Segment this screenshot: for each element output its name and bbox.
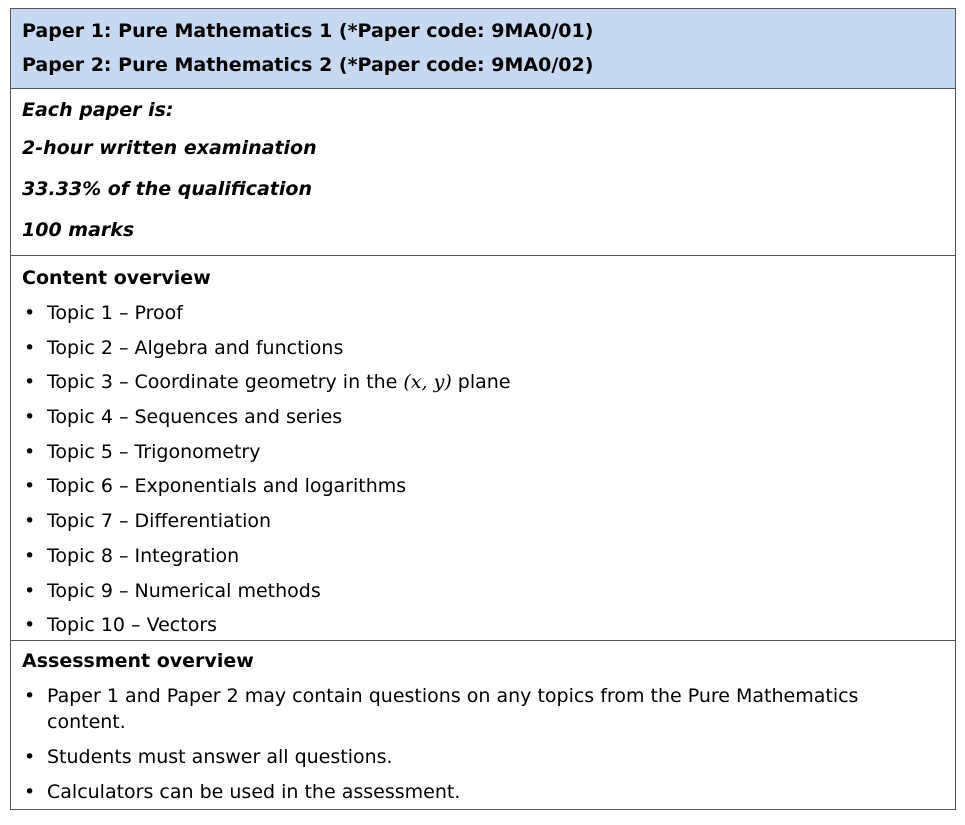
list-item — [22, 779, 955, 805]
paper-specification-box — [10, 8, 956, 810]
list-item — [22, 404, 955, 430]
list-item — [22, 369, 955, 395]
bullet-icon: • — [24, 746, 36, 769]
topic-list — [22, 300, 955, 638]
topic-label-suffix: plane — [451, 371, 511, 394]
list-item — [22, 543, 955, 569]
bullet-icon: • — [24, 440, 36, 463]
list-item — [22, 439, 955, 465]
list-item — [22, 578, 955, 604]
exam-info-section — [11, 88, 955, 255]
topic-label: Topic 1 – Proof — [47, 302, 183, 324]
topic-label: Topic 8 – Integration — [47, 544, 240, 567]
list-item — [22, 473, 955, 499]
bullet-icon: • — [24, 685, 36, 708]
topic-label: Topic 2 – Algebra and functions — [47, 336, 344, 359]
paper2-title: Paper 2: Pure Mathematics 2 (*Paper code: 9MA0/02) — [22, 54, 594, 76]
bullet-icon: • — [24, 302, 36, 324]
assessment-point: Calculators can be used in the assessment. — [47, 781, 461, 804]
xy-math-label: (x, y) — [403, 371, 452, 394]
topic-label: Topic 4 – Sequences and series — [47, 406, 343, 429]
topic-label-prefix: Topic 3 – Coordinate geometry in the — [47, 371, 404, 394]
assessment-overview-title: Assessment overview — [22, 650, 254, 673]
exam-weight: 33.33% of the qualification — [22, 178, 312, 200]
bullet-icon: • — [24, 544, 36, 567]
bullet-icon: • — [24, 371, 36, 394]
topic-label: Topic 10 – Vectors — [47, 614, 218, 637]
bullet-icon: • — [24, 781, 36, 804]
assessment-overview-section — [11, 640, 955, 809]
content-overview-title: Content overview — [22, 267, 211, 289]
exam-duration: 2-hour written examination — [22, 137, 317, 159]
assessment-point: Paper 1 and Paper 2 may contain questions on any topics from the Pure Mathematics content. — [47, 685, 859, 734]
bullet-icon: • — [24, 475, 36, 498]
paper-header — [11, 9, 955, 88]
paper1-title: Paper 1: Pure Mathematics 1 (*Paper code: 9MA0/01) — [22, 20, 594, 42]
bullet-icon: • — [24, 614, 36, 637]
assessment-point: Students must answer all questions. — [47, 746, 393, 769]
bullet-icon: • — [24, 336, 36, 359]
list-item — [22, 683, 955, 735]
bullet-icon: • — [24, 406, 36, 429]
list-item — [22, 612, 955, 638]
topic-label: Topic 6 – Exponentials and logarithms — [47, 475, 407, 498]
bullet-icon: • — [24, 579, 36, 602]
list-item — [22, 744, 955, 770]
bullet-icon: • — [24, 510, 36, 533]
topic-label: Topic 7 – Differentiation — [47, 510, 272, 533]
assessment-list — [22, 683, 955, 805]
topic-label — [47, 371, 511, 393]
exam-marks: 100 marks — [22, 219, 135, 241]
exam-intro: Each paper is: — [22, 99, 174, 121]
list-item — [22, 300, 955, 326]
list-item — [22, 508, 955, 534]
content-overview-section — [11, 255, 955, 640]
list-item — [22, 335, 955, 361]
topic-label: Topic 5 – Trigonometry — [47, 440, 261, 463]
topic-label: Topic 9 – Numerical methods — [47, 579, 321, 602]
